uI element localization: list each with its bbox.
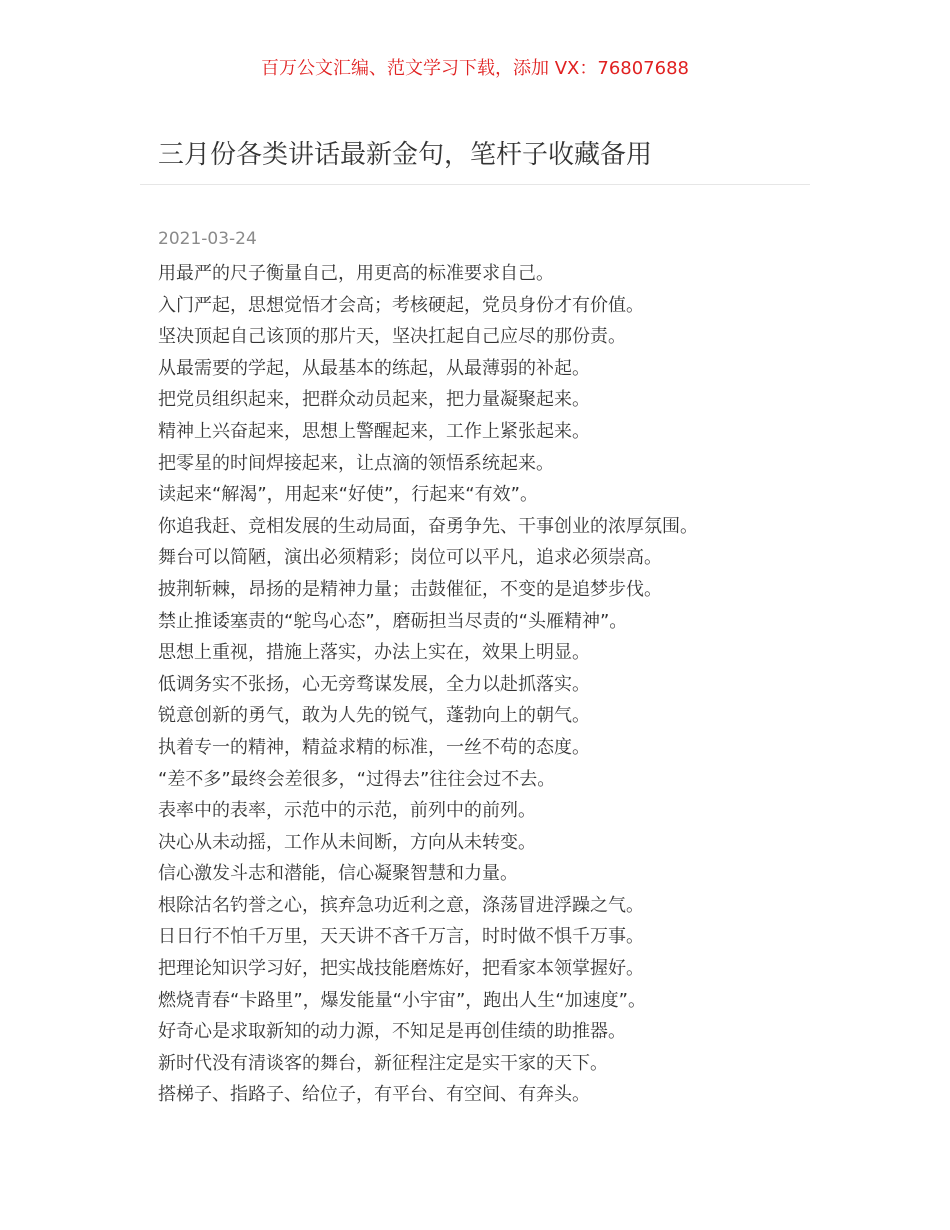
quote-line: 根除沽名钓誉之心，摈弃急功近利之意，涤荡冒进浮躁之气。 — [158, 894, 644, 916]
quote-line: 读起来“解渴”，用起来“好使”，行起来“有效”。 — [158, 484, 538, 506]
quote-line: 舞台可以简陋，演出必须精彩；岗位可以平凡，追求必须崇高。 — [158, 547, 662, 569]
quote-line: 燃烧青春“卡路里”，爆发能量“小宇宙”，跑出人生“加速度”。 — [158, 989, 646, 1011]
quote-line: 日日行不怕千万里，天天讲不吝千万言，时时做不惧千万事。 — [158, 926, 644, 948]
quote-line: 好奇心是求取新知的动力源，不知足是再创佳绩的助推器。 — [158, 1021, 626, 1043]
quote-line: 低调务实不张扬，心无旁骛谋发展，全力以赴抓落实。 — [158, 673, 590, 695]
quote-line: 你追我赶、竞相发展的生动局面，奋勇争先、干事创业的浓厚氛围。 — [158, 515, 698, 537]
article-body — [158, 258, 798, 1111]
quote-line: 从最需要的学起，从最基本的练起，从最薄弱的补起。 — [158, 357, 590, 379]
quote-line: 表率中的表率，示范中的示范，前列中的前列。 — [158, 800, 536, 822]
quote-line: 思想上重视，措施上落实，办法上实在，效果上明显。 — [158, 642, 590, 664]
quote-line: 新时代没有清谈客的舞台，新征程注定是实干家的天下。 — [158, 1052, 608, 1074]
quote-line: 坚决顶起自己该顶的那片天，坚决扛起自己应尽的那份责。 — [158, 326, 626, 348]
quote-line: “差不多”最终会差很多，“过得去”往往会过不去。 — [158, 768, 556, 790]
promo-banner: 百万公文汇编、范文学习下载，添加 VX：76807688 — [261, 58, 689, 79]
quote-line: 把党员组织起来，把群众动员起来，把力量凝聚起来。 — [158, 389, 590, 411]
quote-line: 信心激发斗志和潜能，信心凝聚智慧和力量。 — [158, 863, 518, 885]
quote-line: 把理论知识学习好，把实战技能磨炼好，把看家本领掌握好。 — [158, 958, 644, 980]
quote-line: 用最严的尺子衡量自己，用更高的标准要求自己。 — [158, 263, 554, 284]
quote-line: 禁止推诿塞责的“鸵鸟心态”，磨砺担当尽责的“头雁精神”。 — [158, 610, 628, 632]
publish-date: 2021-03-24 — [158, 229, 257, 249]
quote-line: 决心从未动摇，工作从未间断，方向从未转变。 — [158, 831, 536, 853]
quote-line: 精神上兴奋起来，思想上警醒起来，工作上紧张起来。 — [158, 420, 590, 442]
quote-line: 入门严起，思想觉悟才会高；考核硬起，党员身份才有价值。 — [158, 294, 644, 316]
title-divider — [140, 184, 810, 185]
quote-line: 执着专一的精神，精益求精的标准，一丝不苟的态度。 — [158, 736, 590, 758]
quote-line: 披荆斩棘，昂扬的是精神力量；击鼓催征，不变的是追梦步伐。 — [158, 578, 662, 600]
quote-line: 搭梯子、指路子、给位子，有平台、有空间、有奔头。 — [158, 1084, 590, 1106]
quote-line: 把零星的时间焊接起来，让点滴的领悟系统起来。 — [158, 452, 554, 474]
article-title: 三月份各类讲话最新金句，笔杆子收藏备用 — [158, 140, 653, 170]
quote-line: 锐意创新的勇气，敢为人先的锐气，蓬勃向上的朝气。 — [158, 705, 590, 727]
